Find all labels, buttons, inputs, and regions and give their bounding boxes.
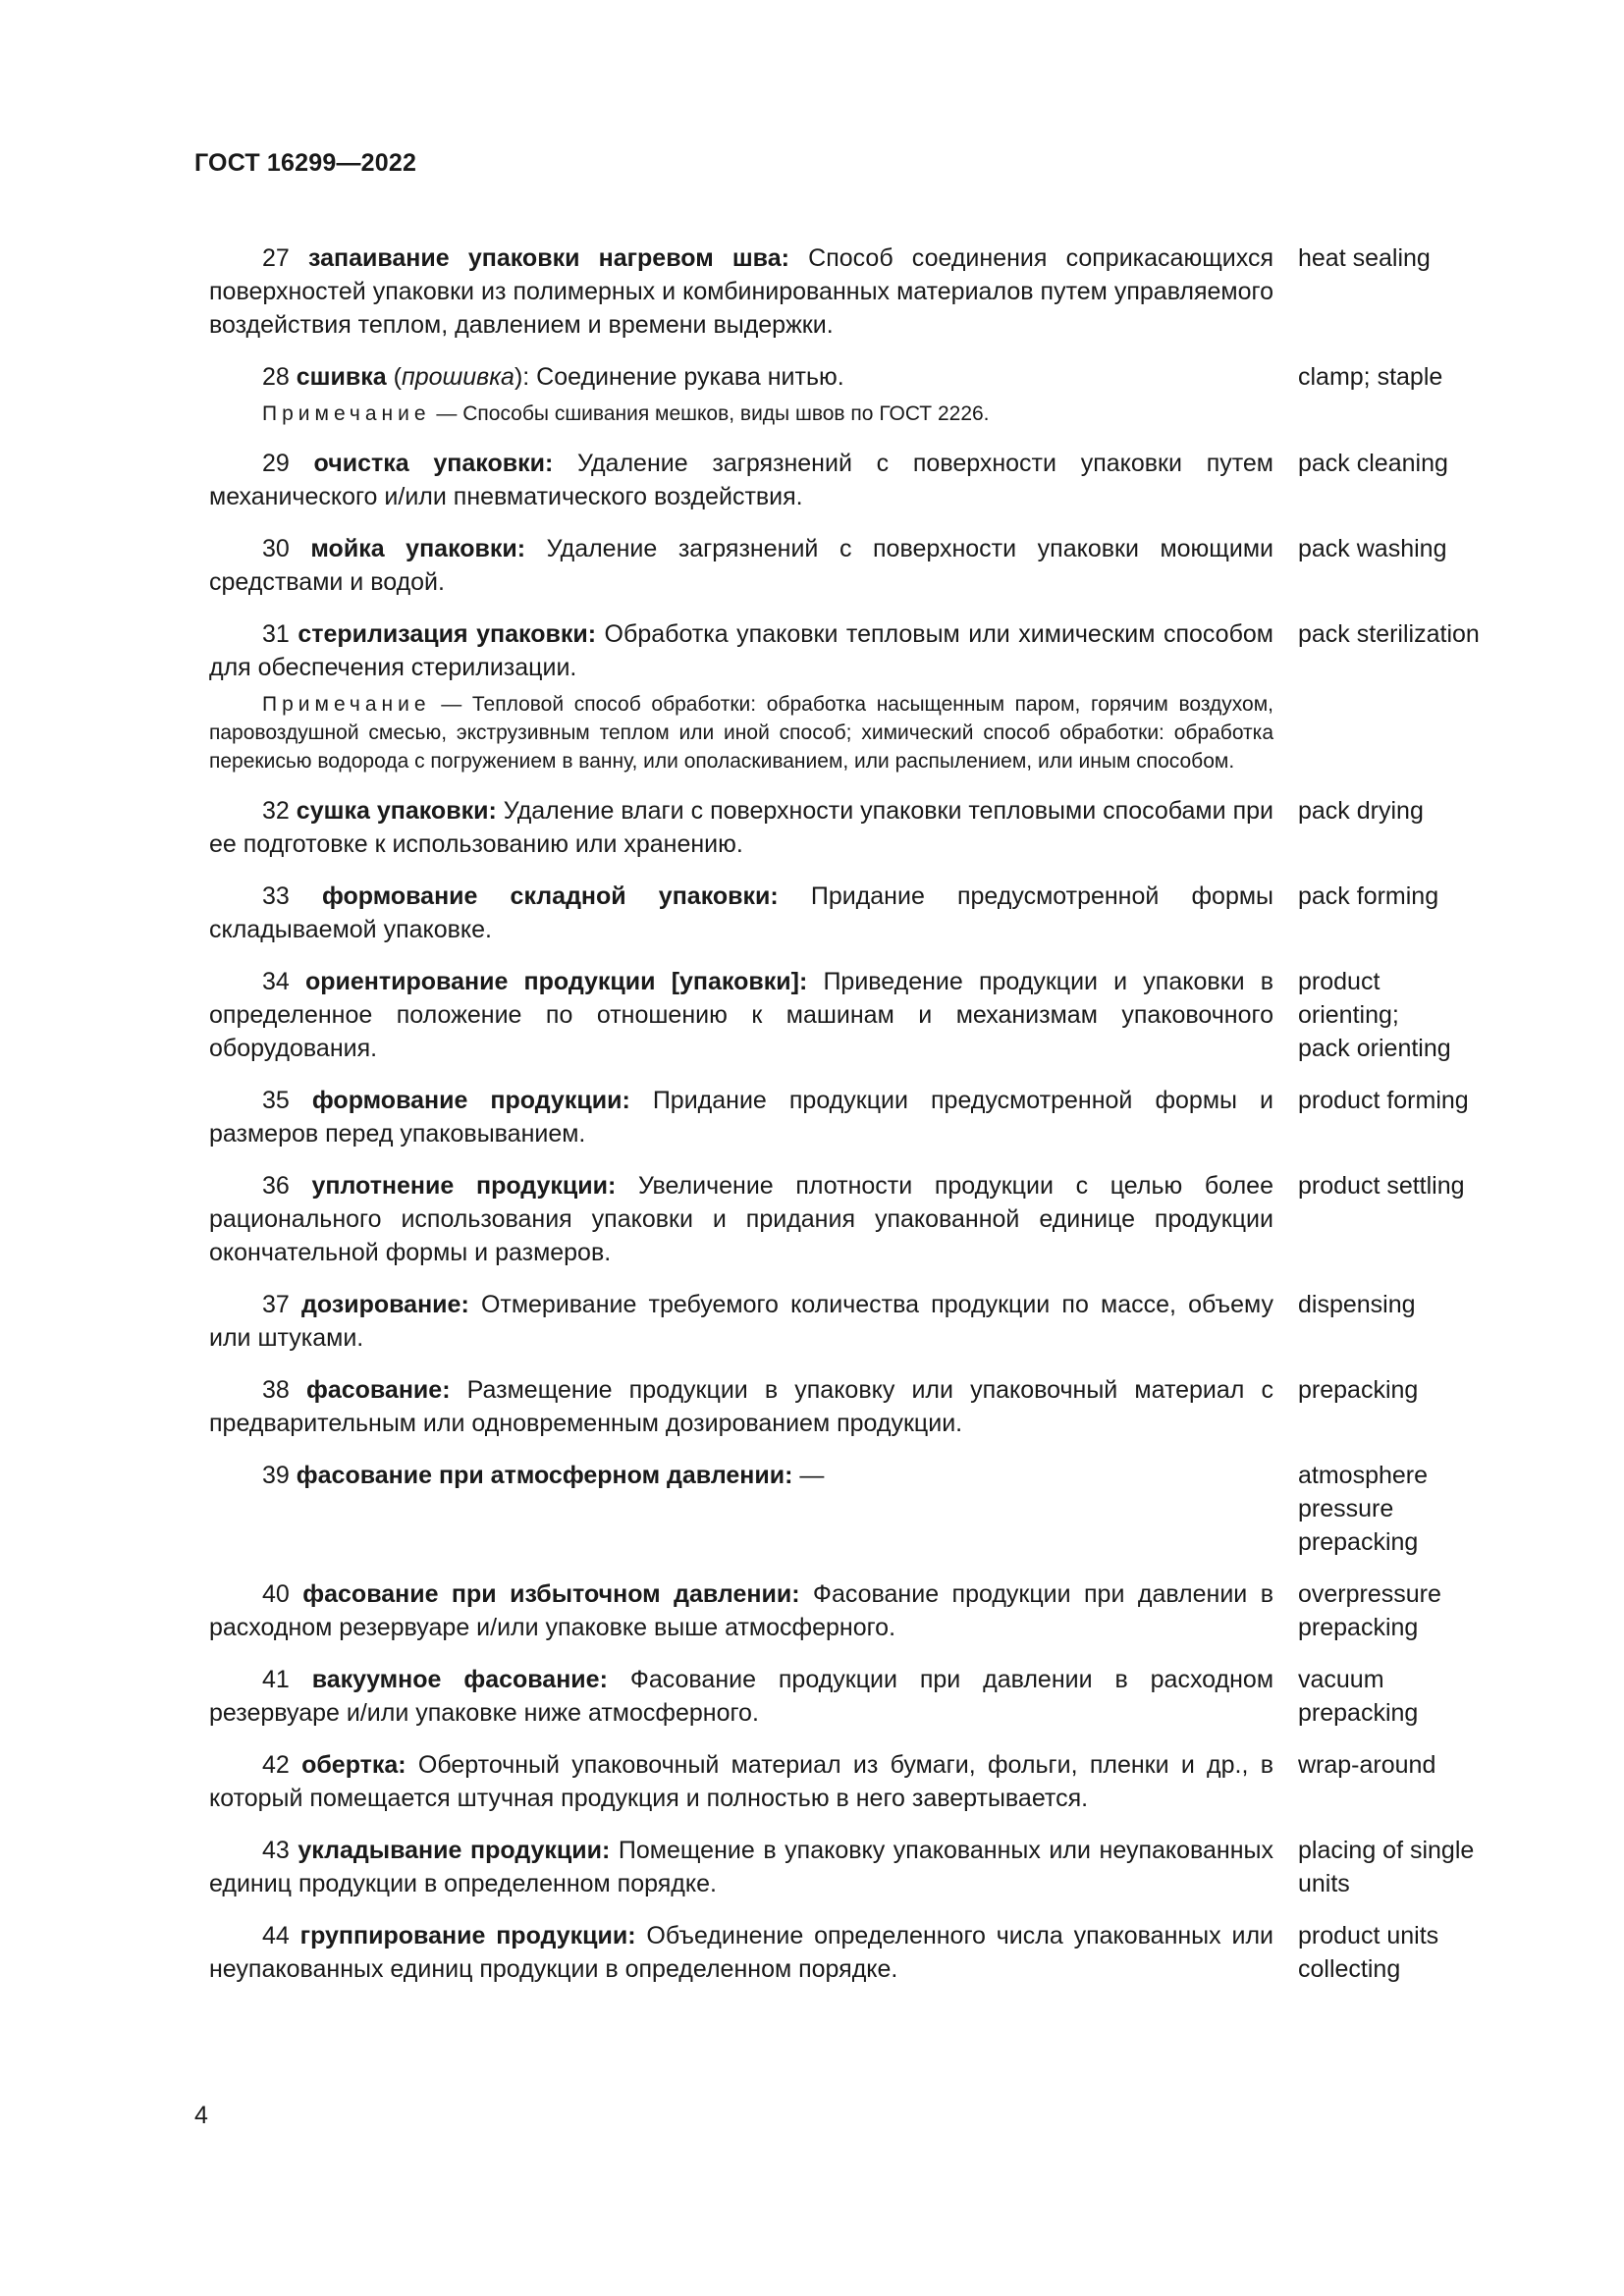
page-number: 4 xyxy=(194,2102,208,2129)
english-equivalent xyxy=(1298,1169,1524,1269)
alt-open: ( xyxy=(386,363,402,391)
term-definition xyxy=(209,794,1273,861)
term-entry xyxy=(209,1577,1525,1644)
term-number: 42 xyxy=(262,1751,290,1779)
english-line: overpressure xyxy=(1298,1580,1441,1608)
english-equivalent xyxy=(1298,1748,1524,1815)
term-number: 41 xyxy=(262,1666,290,1693)
english-line: pack drying xyxy=(1298,797,1424,825)
term-text: Удаление загрязнений с поверхности упаковки путем механического и/или пневматического воздействия. xyxy=(209,450,1273,510)
term-name: уплотнение продукции: xyxy=(311,1172,617,1200)
term-text: Размещение продукции в упаковку или упаковочный материал с предварительным или одновременным дозированием продукции. xyxy=(209,1376,1273,1437)
english-equivalent xyxy=(1298,447,1524,513)
note-label: Примечание xyxy=(262,693,431,716)
term-name: фасование при избыточном давлении: xyxy=(302,1580,800,1608)
english-line: orienting; xyxy=(1298,1001,1399,1029)
term-name: укладывание продукции: xyxy=(298,1837,611,1864)
term-entry xyxy=(209,360,1525,394)
term-text: Удаление загрязнений с поверхности упаковки моющими средствами и водой. xyxy=(209,535,1273,596)
term-name: формование продукции: xyxy=(311,1087,630,1114)
term-definition xyxy=(209,1459,1273,1559)
term-definition xyxy=(209,1919,1273,1986)
term-entry xyxy=(209,532,1525,599)
term-definition xyxy=(209,1288,1273,1355)
note-text: — Способы сшивания мешков, виды швов по ГОСТ 2226. xyxy=(430,402,990,425)
english-line: pack cleaning xyxy=(1298,450,1448,477)
term-entry xyxy=(209,1373,1525,1440)
english-equivalent xyxy=(1298,1084,1524,1150)
english-equivalent xyxy=(1298,617,1524,684)
term-definition xyxy=(209,880,1273,946)
term-text: Отмеривание требуемого количества продукции по массе, объему или штуками. xyxy=(209,1291,1273,1352)
term-text: Придание продукции предусмотренной формы и размеров перед упаковыванием. xyxy=(209,1087,1273,1148)
term-text: Увеличение плотности продукции с целью более рационального использования упаковки и придания упакованной единице продукции окончательной формы и размеров. xyxy=(209,1172,1273,1266)
term-number: 34 xyxy=(262,968,290,995)
english-equivalent xyxy=(1298,1663,1524,1730)
term-number: 35 xyxy=(262,1087,290,1114)
term-entry xyxy=(209,1919,1525,1986)
term-entry xyxy=(209,1663,1525,1730)
term-text: Приведение продукции и упаковки в определенное положение по отношению к машинам и механизмам упаковочного оборудования. xyxy=(209,968,1273,1062)
term-number: 30 xyxy=(262,535,290,562)
term-name: обертка: xyxy=(301,1751,406,1779)
english-line: placing of single xyxy=(1298,1837,1475,1864)
english-equivalent xyxy=(1298,880,1524,946)
english-equivalent xyxy=(1298,965,1524,1065)
term-entry xyxy=(209,1459,1525,1559)
term-number: 31 xyxy=(262,620,290,648)
english-equivalent xyxy=(1298,360,1524,394)
term-text: Фасование продукции при давлении в расходном резервуаре и/или упаковке ниже атмосферного. xyxy=(209,1666,1274,1727)
term-text: Помещение в упаковку упакованных или неупакованных единиц продукции в определенном порядке. xyxy=(209,1837,1273,1897)
term-text: Придание предусмотренной формы складываемой упаковке. xyxy=(209,882,1273,943)
term-definition xyxy=(209,1577,1273,1644)
term-text: Фасование продукции при давлении в расходном резервуаре и/или упаковке выше атмосферного. xyxy=(209,1580,1273,1641)
term-definition xyxy=(209,241,1273,342)
term-definition xyxy=(209,1169,1273,1269)
term-entry xyxy=(209,241,1525,342)
term-name: вакуумное фасование: xyxy=(311,1666,608,1693)
note-label: Примечание xyxy=(262,402,431,425)
term-number: 39 xyxy=(262,1462,290,1489)
term-number: 27 xyxy=(262,244,290,272)
english-line: prepacking xyxy=(1298,1699,1419,1727)
terms-list xyxy=(209,241,1525,2004)
term-entry xyxy=(209,617,1525,684)
term-number: 43 xyxy=(262,1837,290,1864)
english-line: product settling xyxy=(1298,1172,1465,1200)
term-number: 33 xyxy=(262,882,290,910)
term-text: Способ соединения соприкасающихся поверхностей упаковки из полимерных и комбинированных материалов путем управляемого воздействия теплом, давлением и времени выдержки. xyxy=(209,244,1274,339)
english-line: product units xyxy=(1298,1922,1439,1949)
english-line: pack orienting xyxy=(1298,1035,1451,1062)
term-name: сушка упаковки: xyxy=(296,797,497,825)
english-equivalent xyxy=(1298,1373,1524,1440)
english-line: collecting xyxy=(1298,1955,1401,1983)
term-number: 28 xyxy=(262,363,290,391)
term-entry xyxy=(209,1288,1525,1355)
term-text: — xyxy=(792,1462,825,1489)
english-line: pack sterilization xyxy=(1298,620,1480,648)
term-name: фасование: xyxy=(305,1376,451,1404)
term-name: формование складной упаковки: xyxy=(321,882,779,910)
term-definition xyxy=(209,965,1273,1065)
document-header: ГОСТ 16299—2022 xyxy=(194,149,417,177)
term-name: запаивание упаковки нагревом шва: xyxy=(307,244,789,272)
english-equivalent xyxy=(1298,1459,1524,1559)
term-text: : Соединение рукава нитью. xyxy=(522,363,844,391)
term-entry xyxy=(209,1748,1525,1815)
english-equivalent xyxy=(1298,532,1524,599)
term-text: Оберточный упаковочный материал из бумаги, фольги, пленки и др., в который помещается штучная продукция и полностью в него завертывается. xyxy=(209,1751,1273,1812)
term-definition xyxy=(209,360,1273,394)
term-text: Объединение определенного числа упакованных или неупакованных единиц продукции в определенном порядке. xyxy=(209,1922,1274,1983)
note xyxy=(209,400,1273,428)
term-name: дозирование: xyxy=(300,1291,469,1318)
english-line: prepacking xyxy=(1298,1528,1419,1556)
english-equivalent xyxy=(1298,1834,1524,1900)
term-name: очистка упаковки: xyxy=(313,450,554,477)
term-name: ориентирование продукции [упаковки]: xyxy=(304,968,808,995)
term-definition xyxy=(209,1663,1273,1730)
english-line: product forming xyxy=(1298,1087,1469,1114)
english-line: product xyxy=(1298,968,1380,995)
term-text: Удаление влаги с поверхности упаковки тепловыми способами при ее подготовке к использованию или хранению. xyxy=(209,797,1273,858)
english-line: pack washing xyxy=(1298,535,1447,562)
term-entry xyxy=(209,880,1525,946)
english-line: prepacking xyxy=(1298,1614,1419,1641)
term-definition xyxy=(209,1373,1273,1440)
term-number: 38 xyxy=(262,1376,290,1404)
english-equivalent xyxy=(1298,1288,1524,1355)
term-name: стерилизация упаковки: xyxy=(298,620,597,648)
note-text: — Тепловой способ обработки: обработка насыщенным паром, горячим воздухом, паровоздушной смесью, экструзивным теплом или иной способ; химический способ обработки: обработка перекисью водорода с погружением в ванну, или ополаскиванием, или распылением, или иным способом. xyxy=(209,693,1273,773)
term-number: 40 xyxy=(262,1580,290,1608)
english-equivalent xyxy=(1298,794,1524,861)
english-line: heat sealing xyxy=(1298,244,1431,272)
term-text: Обработка упаковки тепловым или химическим способом для обеспечения стерилизации. xyxy=(209,620,1273,681)
term-definition xyxy=(209,1748,1273,1815)
term-definition xyxy=(209,1084,1273,1150)
term-entry xyxy=(209,447,1525,513)
term-definition xyxy=(209,447,1273,513)
term-definition xyxy=(209,1834,1273,1900)
english-line: atmosphere xyxy=(1298,1462,1429,1489)
english-line: wrap-around xyxy=(1298,1751,1436,1779)
term-name: мойка упаковки: xyxy=(310,535,526,562)
term-definition xyxy=(209,617,1273,684)
term-number: 29 xyxy=(262,450,290,477)
term-name: сшивка xyxy=(296,363,387,391)
term-definition xyxy=(209,532,1273,599)
term-name: группирование продукции: xyxy=(299,1922,636,1949)
term-number: 44 xyxy=(262,1922,290,1949)
english-line: dispensing xyxy=(1298,1291,1416,1318)
term-alternative: прошивка xyxy=(401,363,514,391)
term-entry xyxy=(209,1169,1525,1269)
term-number: 37 xyxy=(262,1291,290,1318)
english-line: clamp; staple xyxy=(1298,363,1443,391)
english-line: pack forming xyxy=(1298,882,1439,910)
english-line: vacuum xyxy=(1298,1666,1384,1693)
term-number: 32 xyxy=(262,797,290,825)
english-line: prepacking xyxy=(1298,1376,1419,1404)
english-equivalent xyxy=(1298,1919,1524,1986)
english-equivalent xyxy=(1298,1577,1524,1644)
alt-close: ) xyxy=(514,363,523,391)
term-name: фасование при атмосферном давлении: xyxy=(296,1462,793,1489)
term-number: 36 xyxy=(262,1172,290,1200)
english-equivalent xyxy=(1298,241,1524,342)
english-line: pressure xyxy=(1298,1495,1394,1522)
english-line: units xyxy=(1298,1870,1350,1897)
term-entry xyxy=(209,1084,1525,1150)
term-entry xyxy=(209,1834,1525,1900)
note xyxy=(209,690,1273,775)
term-entry xyxy=(209,794,1525,861)
term-entry xyxy=(209,965,1525,1065)
